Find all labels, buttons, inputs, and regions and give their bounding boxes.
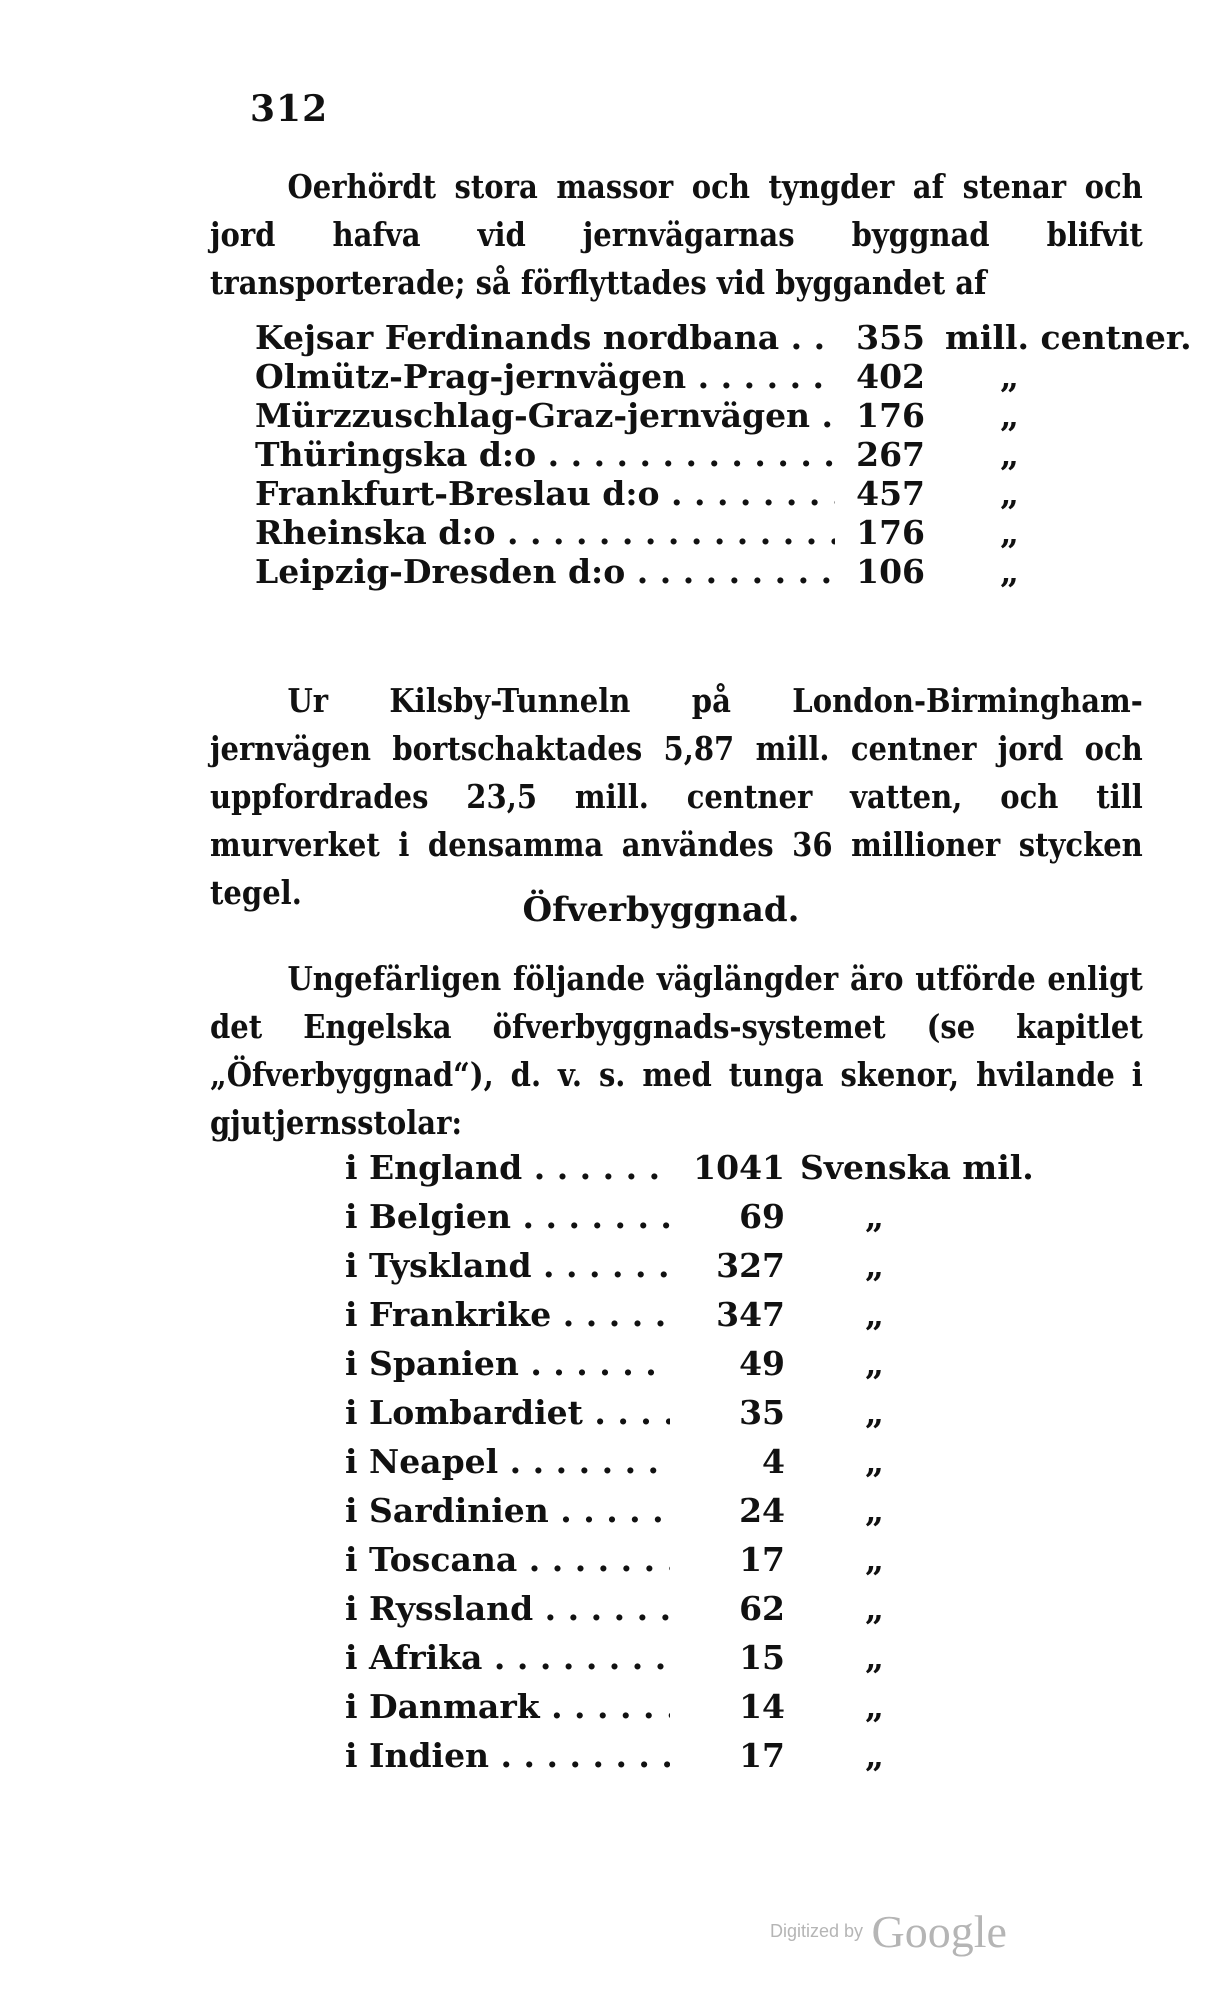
railway-unit: „	[1000, 474, 1019, 513]
country-value: 62	[675, 1589, 785, 1628]
country-name: i Lombardiet . . .	[345, 1393, 670, 1432]
railway-value: 355	[835, 318, 925, 357]
paragraph-lengths: Ungefärligen följande väglängder äro utförde enligt det Engelska öfverbyggnads-systemet (se kapitlet „Öfverbyggnad“), d. v. s. med tunga skenor, hvilande i gjutjernsstolar:	[210, 959, 1143, 1142]
country-value: 17	[675, 1736, 785, 1775]
railway-name: Mürzzuschlag-Graz-jernvägen . . .	[255, 396, 835, 435]
country-name: i Spanien . . .	[345, 1344, 670, 1383]
railway-name: Leipzig-Dresden d:o . . .	[255, 552, 835, 591]
heading-text: Öfverbyggnad.	[522, 890, 800, 930]
country-name: i Neapel . . .	[345, 1442, 670, 1481]
country-name: i Ryssland . . .	[345, 1589, 670, 1628]
railway-unit: „	[1000, 513, 1019, 552]
railway-name: Thüringska d:o . . .	[255, 435, 835, 474]
country-unit: „	[865, 1638, 884, 1677]
railway-value: 176	[835, 513, 925, 552]
railway-value: 106	[835, 552, 925, 591]
google-logo: Google	[871, 1906, 1007, 1957]
country-unit: „	[865, 1442, 884, 1481]
country-value: 69	[675, 1197, 785, 1236]
country-name: i Frankrike . . .	[345, 1295, 670, 1334]
digitized-watermark	[770, 1905, 1007, 1958]
railway-unit: mill. centner.	[945, 318, 1192, 357]
railway-name: Olmütz-Prag-jernvägen . . .	[255, 357, 835, 396]
railway-value: 176	[835, 396, 925, 435]
country-value: 24	[675, 1491, 785, 1530]
country-name: i Belgien . . .	[345, 1197, 670, 1236]
railway-unit: „	[1000, 396, 1019, 435]
country-name: i Afrika . . .	[345, 1638, 670, 1677]
country-name: i Indien . . .	[345, 1736, 670, 1775]
country-unit: „	[865, 1491, 884, 1530]
country-unit: „	[865, 1246, 884, 1285]
paragraph-intro: Oerhördt stora massor och tyngder af stenar och jord hafva vid jernvägarnas byggnad blifvit transporterade; så förflyttades vid byggandet af	[210, 167, 1143, 302]
country-name: i Toscana . . .	[345, 1540, 670, 1579]
railway-unit: „	[1000, 357, 1019, 396]
country-unit: „	[865, 1540, 884, 1579]
country-value: 327	[675, 1246, 785, 1285]
country-name: i Danmark . . .	[345, 1687, 670, 1726]
country-value: 17	[675, 1540, 785, 1579]
country-value: 49	[675, 1344, 785, 1383]
country-value: 35	[675, 1393, 785, 1432]
country-unit: „	[865, 1197, 884, 1236]
country-unit: Svenska mil.	[800, 1148, 1034, 1187]
railway-unit: „	[1000, 552, 1019, 591]
country-value: 4	[675, 1442, 785, 1481]
country-name: i England . . .	[345, 1148, 670, 1187]
railway-name: Rheinska d:o . . .	[255, 513, 835, 552]
country-unit: „	[865, 1589, 884, 1628]
railway-value: 457	[835, 474, 925, 513]
section-heading	[0, 890, 1227, 930]
country-name: i Tyskland . . .	[345, 1246, 670, 1285]
railway-value: 402	[835, 357, 925, 396]
country-unit: „	[865, 1687, 884, 1726]
country-value: 15	[675, 1638, 785, 1677]
country-unit: „	[865, 1736, 884, 1775]
country-value: 14	[675, 1687, 785, 1726]
railway-value: 267	[835, 435, 925, 474]
railway-unit: „	[1000, 435, 1019, 474]
country-unit: „	[865, 1295, 884, 1334]
page-number: 312	[250, 88, 329, 130]
railway-name: Frankfurt-Breslau d:o . . .	[255, 474, 835, 513]
country-value: 1041	[675, 1148, 785, 1187]
railway-name: Kejsar Ferdinands nordbana . . .	[255, 318, 835, 357]
country-value: 347	[675, 1295, 785, 1334]
country-name: i Sardinien . . .	[345, 1491, 670, 1530]
paragraph-kilsby: Ur Kilsby-Tunneln på London-Birmingham-jernvägen bortschaktades 5,87 mill. centner jord och uppfordrades 23,5 mill. centner vatten, och till murverket i densamma användes 36 millioner stycken tegel.	[210, 681, 1143, 912]
watermark-prefix: Digitized by	[770, 1921, 864, 1941]
country-unit: „	[865, 1393, 884, 1432]
country-unit: „	[865, 1344, 884, 1383]
